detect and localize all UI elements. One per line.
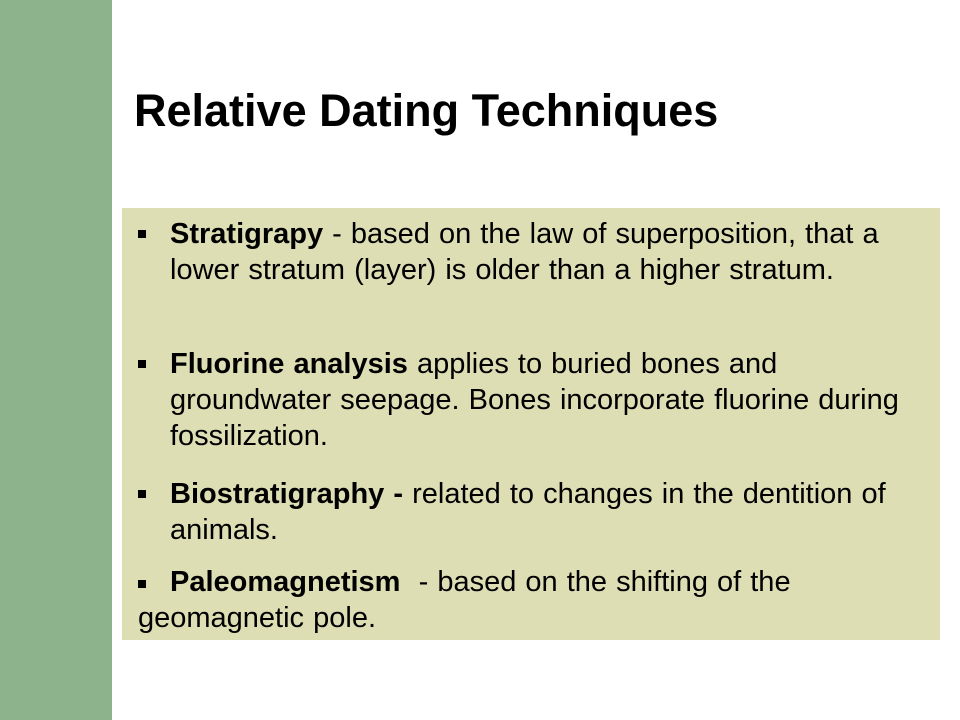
square-bullet-icon	[138, 230, 146, 238]
square-bullet-icon	[138, 360, 146, 368]
bullet-term: Fluorine analysis	[170, 348, 408, 380]
bullet-item-biostratigraphy	[170, 476, 940, 548]
bullet-term: Stratigrapy	[170, 218, 324, 250]
bullet-text: - based on the law of superposition, that a lower stratum (layer) is older than a higher stratum.	[170, 218, 879, 286]
bullet-text: related to changes in the dentition of animals.	[170, 478, 886, 546]
bullet-term: Paleomagnetism	[170, 566, 401, 598]
square-bullet-icon	[138, 580, 146, 588]
square-bullet-icon	[138, 490, 146, 498]
bullet-item-fluorine-analysis	[170, 346, 940, 454]
content-box	[122, 208, 940, 640]
bullet-term: Biostratigraphy -	[170, 478, 413, 510]
slide-title: Relative Dating Techniques	[134, 85, 719, 136]
bullet-text: - based on the shifting of the geomagnetic pole.	[138, 566, 800, 634]
bullet-indent	[138, 566, 800, 634]
sidebar-bar	[0, 0, 112, 720]
bullet-item-stratigraphy	[170, 216, 940, 288]
bullet-item-paleomagnetism	[138, 564, 938, 636]
bullet-text: applies to buried bones and groundwater seepage. Bones incorporate fluorine during fossilization.	[170, 348, 899, 452]
